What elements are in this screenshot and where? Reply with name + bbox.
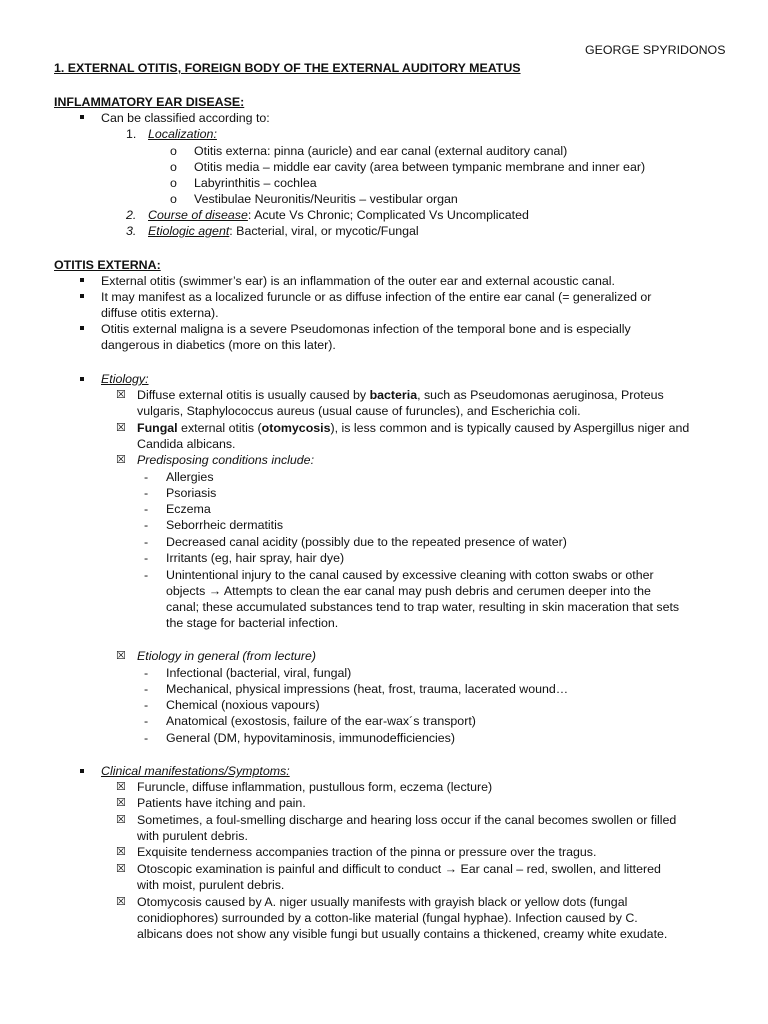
body-line: dangerous in diabetics (more on this later). — [101, 338, 336, 352]
section-heading-inflammatory: INFLAMMATORY EAR DISEASE: — [54, 95, 245, 109]
circle-bullet: o — [170, 160, 177, 174]
body-line: Predisposing conditions include: — [137, 453, 315, 467]
bullet-square — [80, 377, 84, 381]
list-item-continued: objects → Attempts to clean the ear canal may push debris and cerumen deeper into the — [166, 584, 651, 598]
body-line: vulgaris, Staphylococcus aureus (usual cause of furuncles), and Escherichia coli. — [137, 404, 581, 418]
body-line: Candida albicans. — [137, 437, 236, 451]
list-item: Unintentional injury to the canal caused by excessive cleaning with cotton swabs or other — [166, 568, 654, 582]
list-item: Psoriasis — [166, 486, 217, 500]
body-line: conidiophores) surrounded by a cotton-like material (fungal hyphae). Infection caused by C. — [137, 911, 638, 925]
body-line: Patients have itching and pain. — [137, 796, 306, 810]
check-arrow-icon: ☒ — [116, 422, 126, 434]
list-item: Anatomical (exostosis, failure of the ear-wax´s transport) — [166, 714, 476, 728]
check-arrow-icon: ☒ — [116, 650, 126, 662]
list-item: Etiologic agent: Bacterial, viral, or mycotic/Fungal — [148, 224, 419, 238]
body-line: It may manifest as a localized furuncle or as diffuse infection of the entire ear canal (= generalized or — [101, 290, 652, 304]
body-line: albicans does not show any visible fungi but usually contains a thickened, creamy white exudate. — [137, 927, 668, 941]
list-item: Vestibulae Neuronitis/Neuritis – vestibular organ — [194, 192, 458, 206]
bullet-square — [80, 294, 84, 298]
body-line: with purulent debris. — [137, 829, 248, 843]
body-line: Etiology in general (from lecture) — [137, 649, 317, 663]
list-item-continued: the stage for bacterial infection. — [166, 616, 339, 630]
list-item: Eczema — [166, 502, 211, 516]
list-item: Allergies — [166, 470, 214, 484]
list-item: Mechanical, physical impressions (heat, frost, trauma, lacerated wound… — [166, 682, 569, 696]
circle-bullet: o — [170, 176, 177, 190]
check-arrow-icon: ☒ — [116, 846, 126, 858]
body-line: Otoscopic examination is painful and difficult to conduct → Ear canal – red, swollen, and littered — [137, 862, 661, 876]
section-heading-otitis-externa: OTITIS EXTERNA: — [54, 258, 161, 272]
check-arrow-icon: ☒ — [116, 389, 126, 401]
dash-bullet: - — [144, 502, 149, 516]
body-line: with moist, purulent debris. — [137, 878, 285, 892]
list-item: Otitis media – middle ear cavity (area between tympanic membrane and inner ear) — [194, 160, 646, 174]
list-number: 1. — [126, 127, 137, 141]
check-arrow-icon: ☒ — [116, 814, 126, 826]
check-arrow-icon: ☒ — [116, 797, 126, 809]
subheading-etiology: Etiology: — [101, 372, 149, 386]
body-line: Can be classified according to: — [101, 111, 270, 125]
bullet-square — [80, 115, 84, 119]
body-line: Otitis external maligna is a severe Pseudomonas infection of the temporal bone and is especially — [101, 322, 631, 336]
bullet-square — [80, 769, 84, 773]
dash-bullet: - — [144, 568, 149, 582]
list-label-localization: Localization: — [148, 127, 217, 141]
check-arrow-icon: ☒ — [116, 781, 126, 793]
body-line: Fungal external otitis (otomycosis), is less common and is typically caused by Aspergillus niger and — [137, 421, 690, 435]
subheading-clinical: Clinical manifestations/Symptoms: — [101, 764, 290, 778]
list-item: Labyrinthitis – cochlea — [194, 176, 317, 190]
dash-bullet: - — [144, 682, 149, 696]
dash-bullet: - — [144, 698, 149, 712]
body-line: Furuncle, diffuse inflammation, pustullous form, eczema (lecture) — [137, 780, 493, 794]
body-line: Exquisite tenderness accompanies traction of the pinna or pressure over the tragus. — [137, 845, 597, 859]
check-arrow-icon: ☒ — [116, 863, 126, 875]
list-item: Chemical (noxious vapours) — [166, 698, 320, 712]
list-item: Seborrheic dermatitis — [166, 518, 284, 532]
dash-bullet: - — [144, 486, 149, 500]
list-item-continued: canal; these accumulated substances tend to trap water, resulting in skin maceration that sets — [166, 600, 680, 614]
page-title: 1. EXTERNAL OTITIS, FOREIGN BODY OF THE EXTERNAL AUDITORY MEATUS — [54, 61, 521, 75]
body-line: External otitis (swimmer’s ear) is an inflammation of the outer ear and external acoustic canal. — [101, 274, 615, 288]
body-line: Otomycosis caused by A. niger usually manifests with grayish black or yellow dots (fungal — [137, 895, 628, 909]
bullet-square — [80, 326, 84, 330]
list-item: General (DM, hypovitaminosis, immunodefficiencies) — [166, 731, 455, 745]
circle-bullet: o — [170, 144, 177, 158]
list-item: Decreased canal acidity (possibly due to the repeated presence of water) — [166, 535, 567, 549]
bullet-square — [80, 278, 84, 282]
author-name: GEORGE SPYRIDONOS — [585, 43, 726, 57]
body-line: Diffuse external otitis is usually caused by bacteria, such as Pseudomonas aeruginosa, Proteus — [137, 388, 664, 402]
list-item: Infectional (bacterial, viral, fungal) — [166, 666, 352, 680]
dash-bullet: - — [144, 714, 149, 728]
dash-bullet: - — [144, 666, 149, 680]
check-arrow-icon: ☒ — [116, 454, 126, 466]
list-item: Course of disease: Acute Vs Chronic; Complicated Vs Uncomplicated — [148, 208, 529, 222]
list-item: Irritants (eg, hair spray, hair dye) — [166, 551, 345, 565]
dash-bullet: - — [144, 470, 149, 484]
body-line: diffuse otitis externa). — [101, 306, 219, 320]
list-number: 2. — [126, 208, 137, 222]
dash-bullet: - — [144, 535, 149, 549]
dash-bullet: - — [144, 731, 149, 745]
body-line: Sometimes, a foul-smelling discharge and hearing loss occur if the canal becomes swollen or filled — [137, 813, 677, 827]
list-number: 3. — [126, 224, 137, 238]
list-item: Otitis externa: pinna (auricle) and ear canal (external auditory canal) — [194, 144, 568, 158]
dash-bullet: - — [144, 551, 149, 565]
circle-bullet: o — [170, 192, 177, 206]
dash-bullet: - — [144, 518, 149, 532]
check-arrow-icon: ☒ — [116, 896, 126, 908]
